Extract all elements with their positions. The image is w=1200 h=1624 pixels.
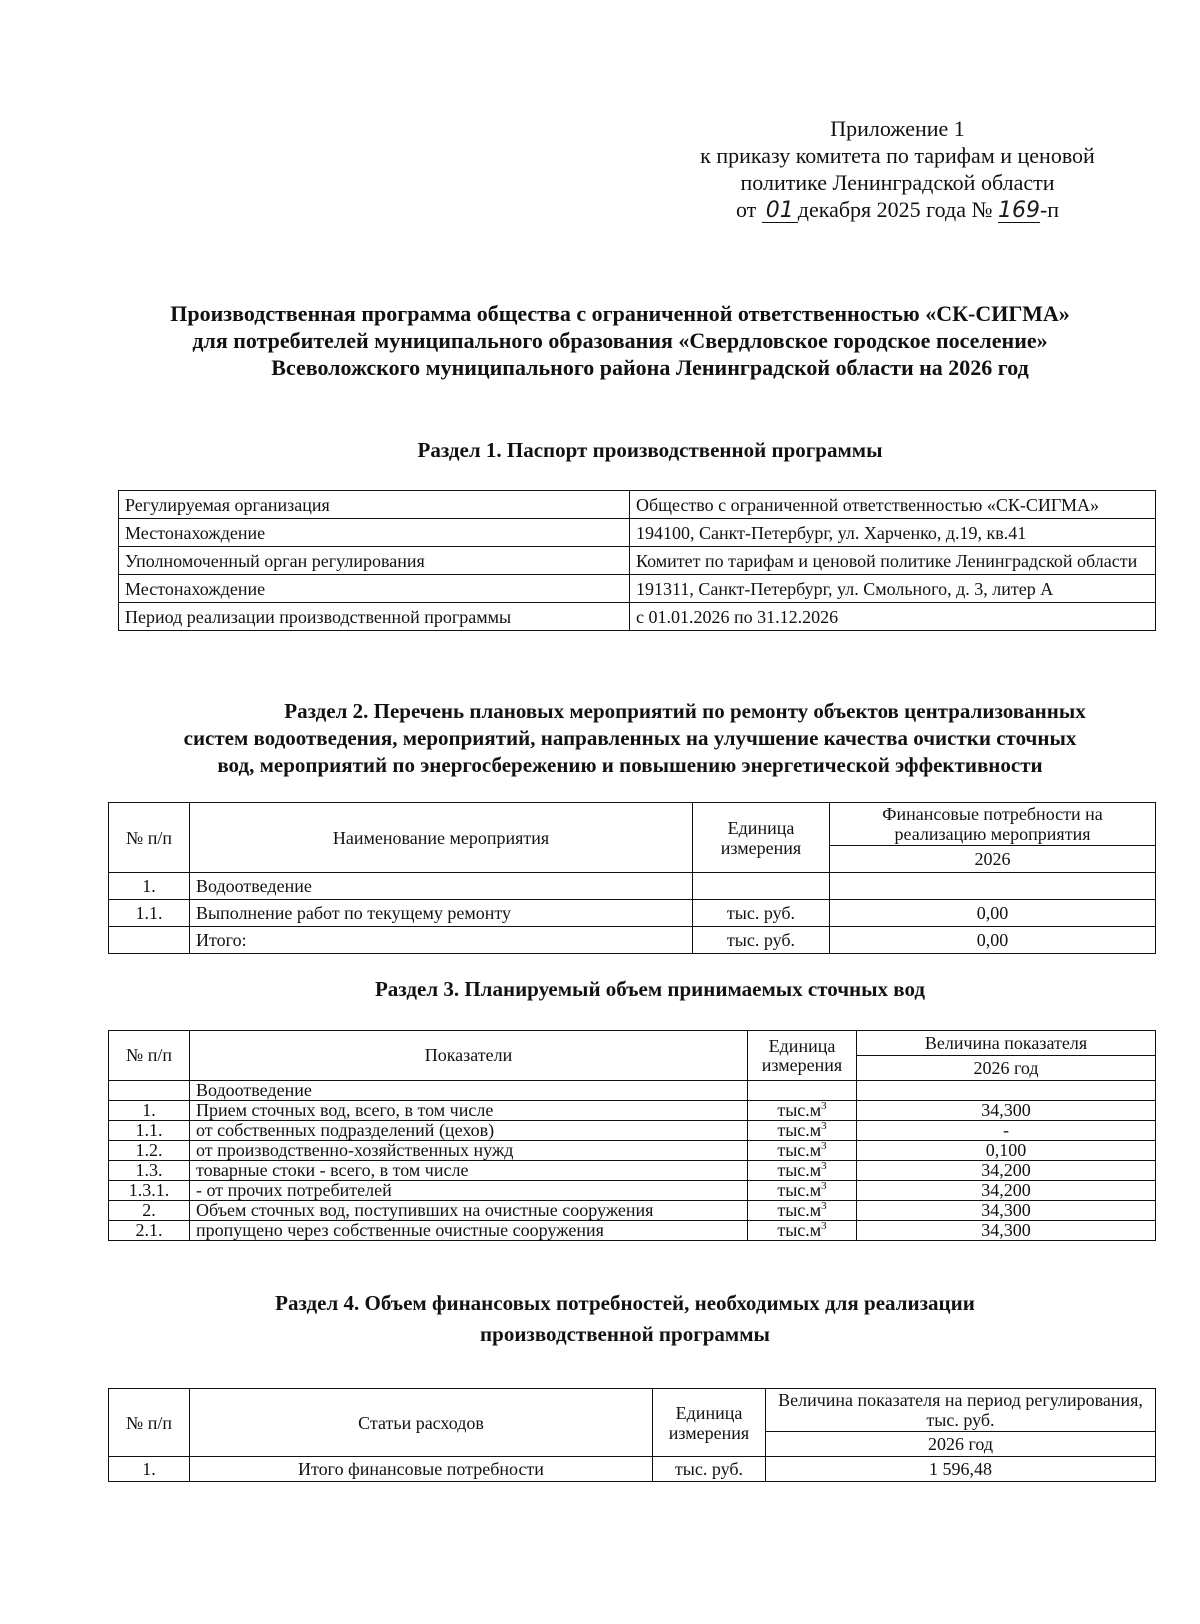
unit-base: тыс.м bbox=[777, 1200, 822, 1220]
col-header-num: № п/п bbox=[109, 803, 190, 873]
appendix-block bbox=[640, 115, 1155, 223]
appendix-from-label: от bbox=[735, 197, 757, 222]
table-row bbox=[109, 927, 1156, 954]
table-header-row bbox=[109, 803, 1156, 846]
cell-name: пропущено через собственные очистные сооружения bbox=[190, 1221, 748, 1241]
unit-base: тыс.м bbox=[777, 1120, 822, 1140]
title-line-2: для потребителей муниципального образования «Свердловское городское поселение» bbox=[192, 328, 1048, 353]
cell-unit bbox=[748, 1201, 857, 1221]
cell-value: 34,200 bbox=[857, 1181, 1156, 1201]
table-row bbox=[109, 1181, 1156, 1201]
cell-unit bbox=[748, 1101, 857, 1121]
cell-value: 34,300 bbox=[857, 1221, 1156, 1241]
order-month-year: декабря 2025 года № bbox=[797, 197, 993, 222]
section4-heading-line-2: производственной программы bbox=[480, 1322, 770, 1346]
passport-value: Общество с ограниченной ответственностью «СК-СИГМА» bbox=[630, 491, 1156, 519]
table-row bbox=[119, 519, 1156, 547]
cell-name: - от прочих потребителей bbox=[190, 1181, 748, 1201]
document-title bbox=[100, 300, 1140, 381]
passport-label: Местонахождение bbox=[119, 575, 630, 603]
passport-table bbox=[118, 490, 1156, 631]
section2-heading-line-3: вод, мероприятий по энергосбережению и повышению энергетической эффективности bbox=[217, 753, 1043, 777]
cell-num bbox=[109, 927, 190, 954]
unit-superscript: 3 bbox=[821, 1140, 827, 1152]
cell-num: 1. bbox=[109, 1101, 190, 1121]
unit-superscript: 3 bbox=[821, 1100, 827, 1112]
col-header-unit: Единица измерения bbox=[748, 1031, 857, 1081]
unit-superscript: 3 bbox=[821, 1160, 827, 1172]
cell-unit: тыс. руб. bbox=[653, 1457, 766, 1482]
col-header-year: 2026 bbox=[830, 846, 1156, 873]
cell-unit bbox=[748, 1221, 857, 1241]
cell-value: 0,100 bbox=[857, 1141, 1156, 1161]
col-header-name: Наименование мероприятия bbox=[190, 803, 693, 873]
cell-value: 0,00 bbox=[830, 900, 1156, 927]
appendix-line-1: Приложение 1 bbox=[830, 116, 965, 141]
volume-table bbox=[108, 1030, 1156, 1241]
cell-name: от собственных подразделений (цехов) bbox=[190, 1121, 748, 1141]
volume-table-body bbox=[109, 1081, 1156, 1241]
section1-heading: Раздел 1. Паспорт производственной программы bbox=[417, 438, 883, 462]
cell-value: 1 596,48 bbox=[766, 1457, 1156, 1482]
cell-name: от производственно-хозяйственных нужд bbox=[190, 1141, 748, 1161]
table-row bbox=[109, 1201, 1156, 1221]
unit-base: тыс.м bbox=[777, 1180, 822, 1200]
table-header-row bbox=[109, 1031, 1156, 1056]
cell-num: 1.3.1. bbox=[109, 1181, 190, 1201]
cell-unit bbox=[693, 873, 830, 900]
section3-heading: Раздел 3. Планируемый объем принимаемых сточных вод bbox=[374, 977, 926, 1001]
section4-heading-line-1: Раздел 4. Объем финансовых потребностей, необходимых для реализации bbox=[275, 1291, 975, 1315]
section4-heading bbox=[200, 1290, 1050, 1348]
table-row bbox=[109, 873, 1156, 900]
table-row bbox=[109, 900, 1156, 927]
passport-value: Комитет по тарифам и ценовой политике Ленинградской области bbox=[630, 547, 1156, 575]
cell-name: Прием сточных вод, всего, в том числе bbox=[190, 1101, 748, 1121]
col-header-num: № п/п bbox=[109, 1031, 190, 1081]
passport-value: 191311, Санкт-Петербург, ул. Смольного, д. 3, литер А bbox=[630, 575, 1156, 603]
col-header-year: 2026 год bbox=[766, 1432, 1156, 1457]
finance-table bbox=[108, 1388, 1156, 1482]
cell-value bbox=[830, 873, 1156, 900]
cell-name: Объем сточных вод, поступивших на очистные сооружения bbox=[190, 1201, 748, 1221]
unit-base: тыс.м bbox=[777, 1140, 822, 1160]
cell-num: 1. bbox=[109, 1457, 190, 1482]
cell-num: 1.1. bbox=[109, 1121, 190, 1141]
cell-name: Итого: bbox=[190, 927, 693, 954]
cell-num: 1.2. bbox=[109, 1141, 190, 1161]
cell-unit: тыс. руб. bbox=[693, 900, 830, 927]
passport-label: Регулируемая организация bbox=[119, 491, 630, 519]
passport-value: 194100, Санкт-Петербург, ул. Харченко, д.19, кв.41 bbox=[630, 519, 1156, 547]
table-header-row bbox=[109, 1389, 1156, 1432]
order-number-handwritten: 169 bbox=[997, 198, 1040, 223]
title-line-1: Производственная программа общества с ограниченной ответственностью «СК-СИГМА» bbox=[170, 301, 1070, 326]
cell-unit bbox=[748, 1121, 857, 1141]
cell-unit bbox=[748, 1161, 857, 1181]
table-row bbox=[109, 1081, 1156, 1101]
cell-name: Водоотведение bbox=[190, 1081, 748, 1101]
unit-superscript: 3 bbox=[821, 1120, 827, 1132]
appendix-line-3: политике Ленинградской области bbox=[740, 170, 1055, 195]
cell-unit bbox=[748, 1181, 857, 1201]
col-header-num: № п/п bbox=[109, 1389, 190, 1457]
cell-unit bbox=[748, 1141, 857, 1161]
table-row bbox=[109, 1141, 1156, 1161]
cell-unit bbox=[748, 1081, 857, 1101]
unit-base: тыс.м bbox=[777, 1100, 822, 1120]
cell-num: 1.1. bbox=[109, 900, 190, 927]
cell-name: Итого финансовые потребности bbox=[190, 1457, 653, 1482]
cell-value: - bbox=[857, 1121, 1156, 1141]
passport-value: с 01.01.2026 по 31.12.2026 bbox=[630, 603, 1156, 631]
order-day-handwritten: 01 bbox=[762, 200, 798, 223]
title-line-3: Всеволожского муниципального района Ленинградской области на 2026 год bbox=[271, 355, 1029, 380]
measures-table bbox=[108, 802, 1156, 954]
table-row bbox=[109, 1101, 1156, 1121]
unit-superscript: 3 bbox=[821, 1220, 827, 1232]
table-row bbox=[109, 1221, 1156, 1241]
cell-value: 34,300 bbox=[857, 1201, 1156, 1221]
table-row bbox=[119, 603, 1156, 631]
cell-value: 34,200 bbox=[857, 1161, 1156, 1181]
unit-superscript: 3 bbox=[821, 1200, 827, 1212]
unit-base: тыс.м bbox=[777, 1160, 822, 1180]
cell-value bbox=[857, 1081, 1156, 1101]
col-header-value: Величина показателя bbox=[857, 1031, 1156, 1056]
passport-label: Местонахождение bbox=[119, 519, 630, 547]
passport-label: Уполномоченный орган регулирования bbox=[119, 547, 630, 575]
cell-name: Выполнение работ по текущему ремонту bbox=[190, 900, 693, 927]
cell-unit: тыс. руб. bbox=[693, 927, 830, 954]
appendix-line-2: к приказу комитета по тарифам и ценовой bbox=[700, 143, 1095, 168]
order-suffix: -п bbox=[1039, 197, 1060, 222]
col-header-finance: Финансовые потребности на реализацию мероприятия bbox=[830, 803, 1156, 846]
table-row bbox=[119, 575, 1156, 603]
table-row bbox=[109, 1121, 1156, 1141]
unit-base: тыс.м bbox=[777, 1220, 822, 1240]
col-header-unit: Единица измерения bbox=[693, 803, 830, 873]
cell-name: Водоотведение bbox=[190, 873, 693, 900]
unit-superscript: 3 bbox=[821, 1180, 827, 1192]
cell-num: 2.1. bbox=[109, 1221, 190, 1241]
section2-heading-line-2: систем водоотведения, мероприятий, направленных на улучшение качества очистки сточных bbox=[183, 726, 1077, 750]
cell-num: 1.3. bbox=[109, 1161, 190, 1181]
col-header-unit: Единица измерения bbox=[653, 1389, 766, 1457]
col-header-value: Величина показателя на период регулирования, тыс. руб. bbox=[766, 1389, 1156, 1432]
cell-num: 1. bbox=[109, 873, 190, 900]
cell-value: 34,300 bbox=[857, 1101, 1156, 1121]
passport-label: Период реализации производственной программы bbox=[119, 603, 630, 631]
cell-num: 2. bbox=[109, 1201, 190, 1221]
col-header-year: 2026 год bbox=[857, 1056, 1156, 1081]
table-row bbox=[109, 1161, 1156, 1181]
section2-heading-line-1: Раздел 2. Перечень плановых мероприятий по ремонту объектов централизованных bbox=[284, 699, 1086, 723]
cell-num bbox=[109, 1081, 190, 1101]
col-header-name: Показатели bbox=[190, 1031, 748, 1081]
appendix-line-4 bbox=[640, 196, 1155, 223]
section2-heading bbox=[100, 698, 1160, 779]
table-row bbox=[119, 547, 1156, 575]
cell-value: 0,00 bbox=[830, 927, 1156, 954]
table-row bbox=[119, 491, 1156, 519]
col-header-name: Статьи расходов bbox=[190, 1389, 653, 1457]
cell-name: товарные стоки - всего, в том числе bbox=[190, 1161, 748, 1181]
table-row bbox=[109, 1457, 1156, 1482]
